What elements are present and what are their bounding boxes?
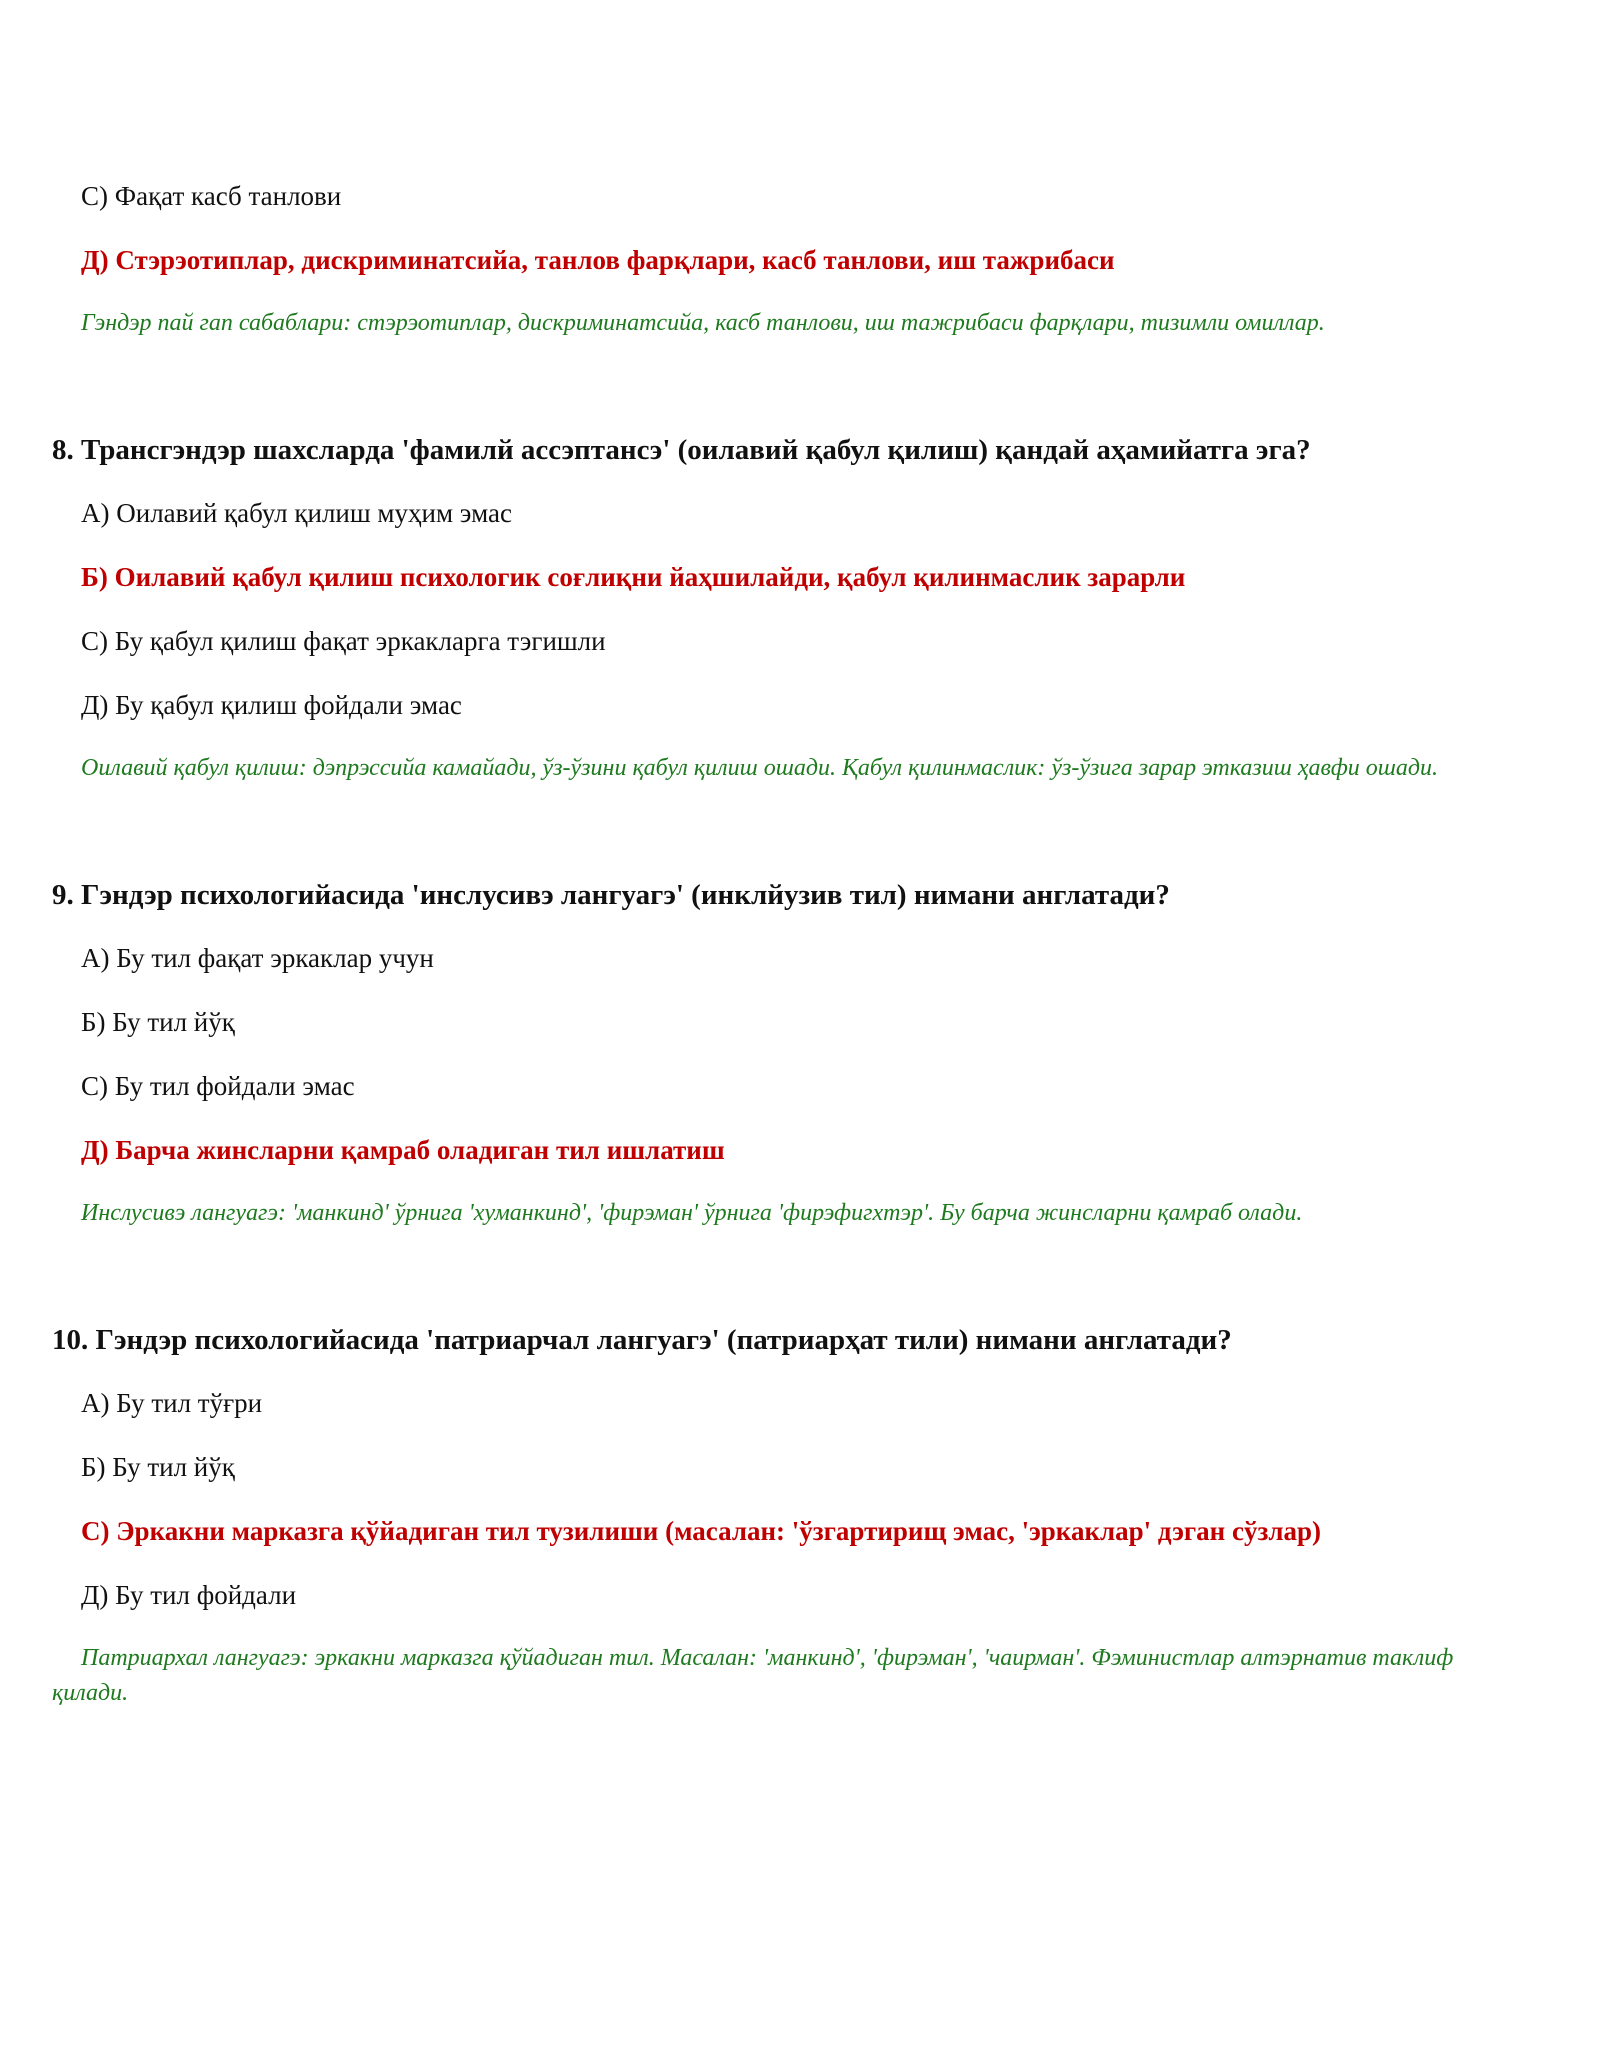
question-block-7: [52, 178, 1552, 341]
option-a: А) Оилавий қабул қилиш муҳим эмас: [81, 498, 513, 528]
option-d-correct: Д) Барча жинсларни қамраб оладиган тил ишлатиш: [81, 1135, 725, 1165]
explanation: Патриархал лангуагэ: эркакни марказга қўйадиган тил. Масалан: 'манкинд', 'фирэман', 'чаирман'. Фэминистлар алтэрнатив таклиф қилади.: [52, 1645, 1454, 1706]
question-title: 10. Гэндэр психологийасида 'патриарчал лангуагэ' (патриарҳат тили) нимани англатади?: [52, 1324, 1232, 1356]
document-page: [52, 178, 1552, 1801]
question-block-8: [52, 431, 1552, 786]
option-b: Б) Бу тил йўқ: [81, 1007, 235, 1037]
option-d: Д) Бу тил фойдали: [81, 1580, 297, 1610]
option-c-correct: С) Эркакни марказга қўйадиган тил тузилиши (масалан: 'ўзгартирищ эмас, 'эркаклар' дэган сўзлар): [81, 1516, 1321, 1546]
explanation: Инслусивэ лангуагэ: 'манкинд' ўрнига 'хуманкинд', 'фирэман' ўрнига 'фирэфигхтэр'. Бу барча жинсларни қамраб олади.: [81, 1200, 1303, 1226]
option-b: Б) Бу тил йўқ: [81, 1452, 235, 1482]
question-block-10: [52, 1321, 1552, 1711]
option-c: С) Фақат касб танлови: [81, 181, 342, 211]
question-block-9: [52, 876, 1552, 1231]
option-c: С) Бу тил фойдали эмас: [81, 1071, 355, 1101]
explanation: Оилавий қабул қилиш: дэпрэссийа камайади, ўз-ўзини қабул қилиш ошади. Қабул қилинмаслик: ўз-ўзига зарар этказиш ҳавфи ошади.: [81, 755, 1439, 781]
question-title: 8. Трансгэндэр шахсларда 'фамилй ассэптансэ' (оилавий қабул қилиш) қандай аҳамийатга эга?: [52, 434, 1311, 466]
explanation: Гэндэр пай гап сабаблари: стэрэотиплар, дискриминатсийа, касб танлови, иш тажрибаси фарқлари, тизимли омиллар.: [81, 310, 1325, 336]
option-c: С) Бу қабул қилиш фақат эркакларга тэгишли: [81, 626, 606, 656]
option-a: А) Бу тил фақат эркаклар учун: [81, 943, 434, 973]
option-d-correct: Д) Стэрэотиплар, дискриминатсийа, танлов фарқлари, касб танлови, иш тажрибаси: [81, 245, 1115, 275]
option-b-correct: Б) Оилавий қабул қилиш психологик соғлиқни йаҳшилайди, қабул қилинмаслик зарарли: [81, 562, 1186, 592]
option-d: Д) Бу қабул қилиш фойдали эмас: [81, 690, 462, 720]
option-a: А) Бу тил тўғри: [81, 1388, 263, 1418]
question-title: 9. Гэндэр психологийасида 'инслусивэ лангуагэ' (инклйузив тил) нимани англатади?: [52, 879, 1170, 911]
